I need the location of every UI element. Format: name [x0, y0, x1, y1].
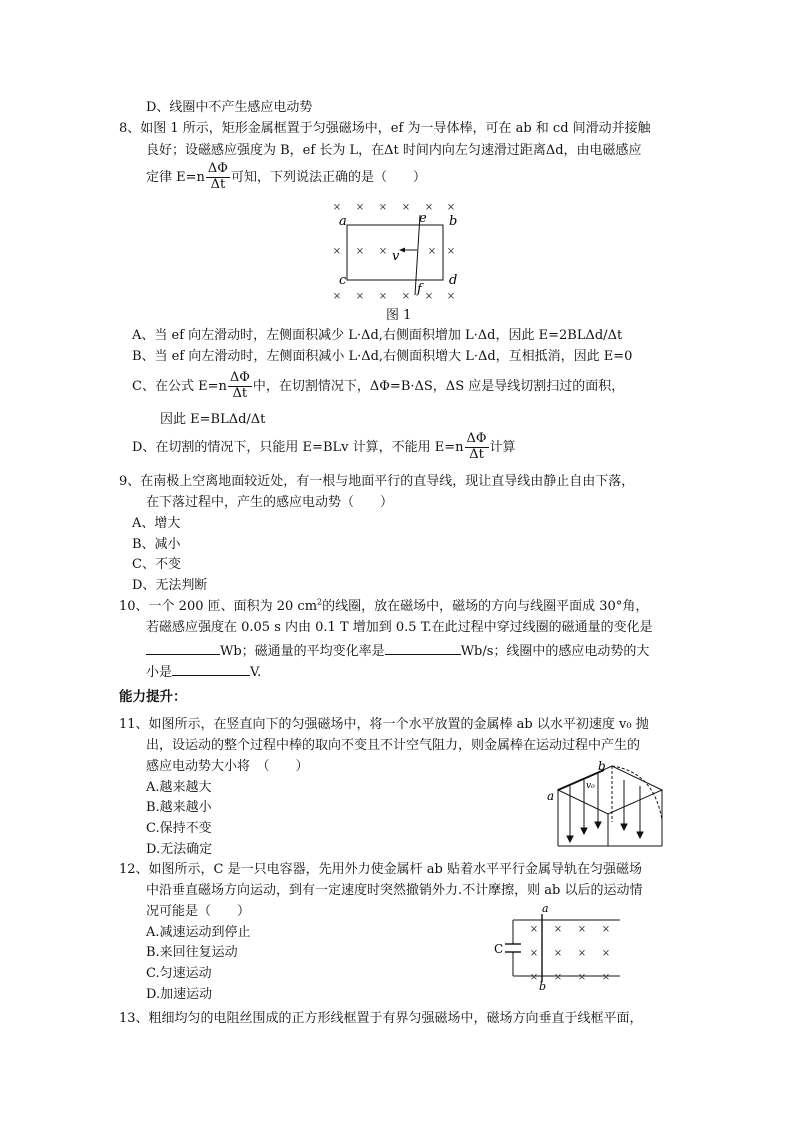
q11-stem-line-3: 感应电动势大小将 （ ）	[146, 759, 309, 774]
q9-option-c: C、不变	[132, 557, 181, 572]
q9-option-a: A、增大	[132, 516, 181, 531]
q10-stem-line-2: 若磁感应强度在 0.05 s 内由 0.1 T 增加到 0.5 T.在此过程中穿过线圈的磁通量的变化是	[146, 620, 653, 635]
label-b: b	[449, 214, 458, 229]
prism-front	[558, 766, 662, 814]
field-cross-mark: ×	[378, 202, 388, 213]
q12-stem-line-3: 况可能是（ ）	[146, 904, 251, 919]
q8-stem-line-2: 良好；设磁感应强度为 B，ef 长为 L，在Δt 时间内向左匀速滑过距离Δd，由电磁感应	[146, 143, 642, 158]
fraction-denominator: Δt	[232, 385, 248, 401]
answer-blank-emf[interactable]	[172, 663, 250, 676]
field-cross-mark: ×	[601, 948, 611, 959]
q12-stem-line-1: 12、如图所示，C 是一只电容器，先用外力使金属杆 ab 贴着水平平行金属导轨在匀强磁场	[119, 862, 642, 877]
label-a: a	[339, 214, 347, 229]
q8-option-a: A、当 ef 向左滑动时，左侧面积减少 L·Δd,右侧面积增加 L·Δd，因此 E=2BLΔd/Δt	[132, 328, 623, 343]
q12-option-d: D.加速运动	[146, 987, 213, 1002]
label-a: a	[542, 902, 549, 915]
fraction-numerator: ΔΦ	[207, 161, 228, 176]
superscript: 2	[317, 597, 323, 607]
q8-option-c-text-tail: 中，在切割情况下，ΔΦ=B·ΔS，ΔS 应是导线切割扫过的面积，	[252, 378, 625, 394]
q10-stem-text: 小是	[146, 665, 173, 680]
field-cross-mark: ×	[355, 291, 365, 302]
q8-fraction	[206, 162, 230, 193]
field-cross-mark: ×	[401, 202, 411, 213]
q10-stem-text: Wb；磁通量的平均变化率是	[220, 644, 385, 659]
velocity-arrow-head	[399, 248, 405, 253]
field-cross-mark: ×	[424, 202, 434, 213]
q8-option-c-line-2: 因此 E=BLΔd/Δt	[160, 412, 266, 427]
field-cross-mark: ×	[529, 948, 539, 959]
field-cross-mark: ×	[446, 291, 456, 302]
q10-stem-line-4	[146, 663, 261, 679]
label-a: a	[547, 789, 555, 803]
q8-option-c-fraction	[228, 371, 252, 402]
field-arrows	[567, 772, 643, 842]
field-arrow-head	[621, 824, 627, 830]
q8-option-c-text: C、在公式 E=n	[132, 378, 227, 394]
q12-option-b: B.来回往复运动	[146, 945, 238, 960]
field-cross-mark: ×	[601, 924, 611, 935]
answer-blank-flux-rate[interactable]	[385, 642, 461, 655]
q9-option-d: D、无法判断	[132, 578, 208, 593]
q8-stem-text-tail: 可知，下列说法正确的是（ ）	[230, 169, 426, 185]
label-v: v	[392, 249, 400, 264]
field-cross-mark: ×	[378, 291, 388, 302]
field-cross-mark: ×	[446, 246, 456, 257]
field-cross-mark: ×	[424, 291, 434, 302]
q10-stem-text-tail: Wb/s；线圈中的感应电动势的大	[460, 644, 650, 659]
field-cross-mark: ×	[401, 291, 411, 302]
label-e: e	[419, 211, 427, 226]
q8-option-d	[132, 432, 516, 463]
q12-option-c: C.匀速运动	[146, 966, 212, 981]
field-cross-mark: ×	[332, 246, 342, 257]
field-cross-mark: ×	[577, 924, 587, 935]
q10-stem-text-tail: 的线圈，放在磁场中，磁场的方向与线圈平面成 30°角，	[322, 599, 649, 614]
q11-option-b: B.越来越小	[146, 800, 212, 815]
q11-stem-line-1: 11、如图所示，在竖直向下的匀强磁场中，将一个水平放置的金属棒 ab 以水平初速度 v₀ 抛	[119, 717, 649, 732]
field-cross-mark: ×	[601, 972, 611, 983]
field-cross-mark: ×	[577, 972, 587, 983]
q10-stem-text: 10、一个 200 匝、面积为 20 cm	[119, 599, 318, 614]
field-arrow-head	[567, 836, 573, 842]
field-cross-mark: ×	[332, 291, 342, 302]
answer-blank-flux-change[interactable]	[146, 642, 220, 655]
q9-option-b: B、减小	[132, 537, 181, 552]
fraction-numerator: ΔΦ	[229, 370, 250, 385]
q11-option-a: A.越来越大	[146, 780, 212, 795]
label-f: f	[417, 282, 422, 297]
q8-option-d-text-tail: 计算	[489, 439, 516, 455]
label-v0: v₀	[586, 781, 595, 791]
field-cross-mark: ×	[553, 972, 563, 983]
q8-option-d-text: D、在切割的情况下，只能用 E=BLv 计算，不能用 E=n	[132, 439, 464, 455]
field-cross-mark: ×	[553, 924, 563, 935]
field-cross-mark: ×	[355, 202, 365, 213]
metal-rod-ab	[558, 770, 604, 790]
q8-stem-line-3	[146, 162, 426, 193]
label-b: b	[598, 759, 606, 773]
field-cross-mark: ×	[577, 948, 587, 959]
field-arrow-head	[595, 822, 601, 828]
q8-option-b: B、当 ef 向左滑动时，左侧面积减小 L·Δd,右侧面积增大 L·Δd，互相抵消，因此 E=0	[132, 349, 633, 364]
q12-option-a: A.减速运动到停止	[146, 925, 251, 940]
fraction-denominator: Δt	[210, 176, 226, 192]
label-b: b	[539, 980, 547, 993]
q11-stem-line-2: 出，设运动的整个过程中棒的取向不变且不计空气阻力，则金属棒在运动过程中产生的	[146, 738, 641, 753]
fraction-numerator: ΔΦ	[466, 431, 487, 446]
field-cross-mark: ×	[355, 246, 365, 257]
label-c: C	[494, 942, 504, 956]
field-cross-mark: ×	[529, 924, 539, 935]
field-arrow-head	[637, 832, 643, 838]
q11-option-d: D.无法确定	[146, 842, 213, 857]
q11-figure	[544, 760, 664, 852]
q13-stem-line-1: 13、粗细均匀的电阻丝围成的正方形线框置于有界匀强磁场中，磁场方向垂直于线框平面，	[119, 1011, 643, 1026]
q11-option-c: C.保持不变	[146, 821, 212, 836]
section-title: 能力提升：	[119, 689, 187, 705]
q9-stem-line-1: 9、在南极上空离地面较近处，有一根与地面平行的直导线，现让直导线由静止自由下落，	[119, 474, 635, 489]
q8-option-d-fraction	[465, 432, 489, 463]
q9-stem-line-2: 在下落过程中，产生的感应电动势（ ）	[146, 495, 394, 510]
q8-stem-line-1: 8、如图 1 所示，矩形金属框置于匀强磁场中，ef 为一导体棒，可在 ab 和 cd 间滑动并接触	[119, 121, 651, 136]
q8-stem-text: 定律 E=n	[146, 169, 205, 185]
q12-figure	[492, 902, 624, 993]
field-cross-mark: ×	[378, 246, 388, 257]
field-cross-mark: ×	[529, 972, 539, 983]
field-cross-mark: ×	[446, 202, 456, 213]
q10-stem-text-tail: V.	[250, 665, 262, 680]
field-cross-mark: ×	[553, 948, 563, 959]
q12-stem-line-2: 中沿垂直磁场方向运动，到有一定速度时突然撤销外力.不计摩擦，则 ab 以后的运动情	[146, 883, 643, 898]
figure-1-caption: 图 1	[386, 308, 412, 323]
field-arrow-head	[581, 828, 587, 834]
q10-stem-line-3	[146, 642, 649, 658]
q7-option-d: D、线圈中不产生感应电动势	[146, 100, 313, 115]
fraction-denominator: Δt	[469, 446, 484, 462]
label-d: d	[449, 273, 458, 288]
label-c: c	[339, 273, 347, 288]
q10-stem-line-1	[119, 597, 649, 614]
field-cross-mark: ×	[332, 202, 342, 213]
q8-option-c-line-1	[132, 371, 624, 402]
field-cross-mark: ×	[427, 246, 437, 257]
